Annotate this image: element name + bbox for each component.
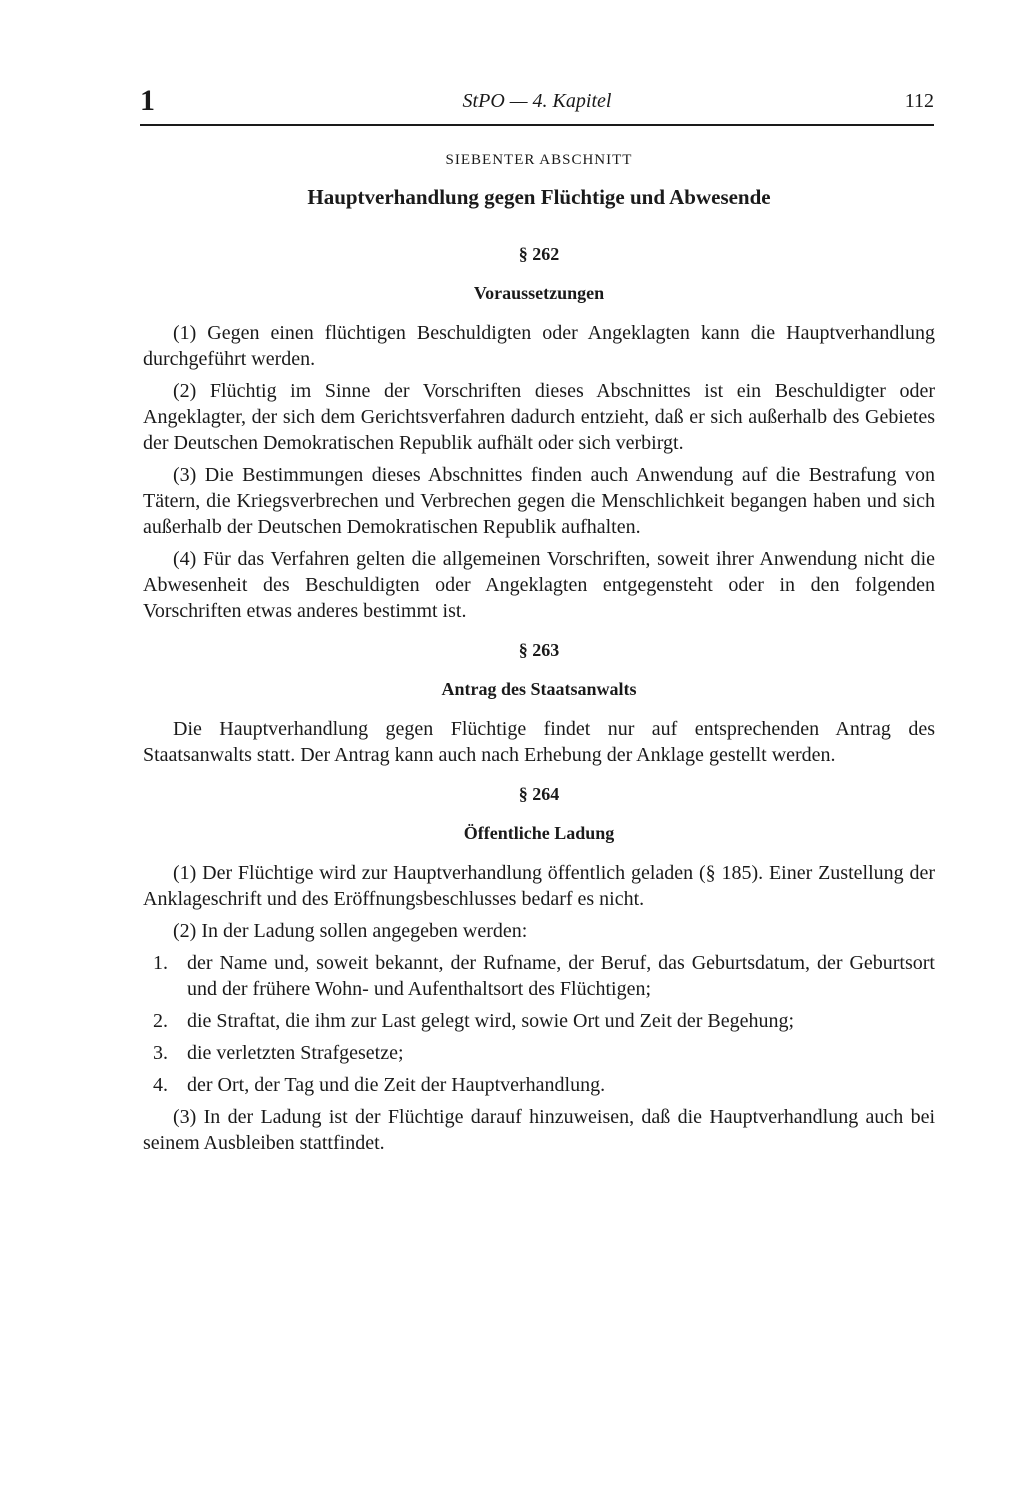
page-number: 112 — [904, 90, 934, 112]
enumerated-list — [143, 950, 935, 1098]
list-item-number: 2. — [153, 1010, 168, 1032]
list-item — [143, 1008, 935, 1034]
section-number: 1 — [140, 84, 155, 117]
list-item-number: 3. — [153, 1042, 168, 1064]
list-item-text: die verletzten Strafgesetze; — [187, 1042, 404, 1064]
subsection-text: (1) Der Flüchtige wird zur Hauptverhandlung öffentlich geladen (§ 185). Einer Zustellung der Anklageschrift und des Eröffnungsbeschlusses bedarf es nicht. — [143, 862, 935, 910]
list-item — [143, 1072, 935, 1098]
paragraph-number: § 262 — [518, 244, 560, 264]
list-item — [143, 1040, 935, 1066]
list-item — [143, 950, 935, 1002]
header-rule — [140, 124, 934, 126]
subsection-text: (2) In der Ladung sollen angegeben werden: — [173, 920, 528, 942]
list-item-number: 4. — [153, 1074, 168, 1096]
page-body — [143, 152, 935, 1162]
subsection-text: (2) Flüchtig im Sinne der Vorschriften dieses Abschnittes ist ein Beschuldigter oder Angeklagter, der sich dem Gerichtsverfahren dadurch entzieht, daß er sich außerhalb des Gebietes der Deutschen Demokratischen Republik aufhält oder sich verbirgt. — [143, 380, 935, 454]
paragraph-title: Öffentliche Ladung — [463, 823, 615, 843]
page-header — [140, 86, 934, 116]
subsection-text: (1) Gegen einen flüchtigen Beschuldigten oder Angeklagten kann die Hauptverhandlung durchgeführt werden. — [143, 322, 935, 370]
list-item-text: die Straftat, die ihm zur Last gelegt wird, sowie Ort und Zeit der Begehung; — [187, 1010, 795, 1032]
subsection-text: (3) Die Bestimmungen dieses Abschnittes finden auch Anwendung auf die Bestrafung von Tätern, die Kriegsverbrechen und Verbrechen gegen die Menschlichkeit begangen haben und sich außerhalb der Deutschen Demokratischen Republik aufhalten. — [143, 464, 935, 538]
list-item-text: der Name und, soweit bekannt, der Rufname, der Beruf, das Geburtsdatum, der Geburtsort und der frühere Wohn- und Aufenthaltsort des Flüchtigen; — [187, 952, 935, 1000]
subsection-text: (3) In der Ladung ist der Flüchtige darauf hinzuweisen, daß die Hauptverhandlung auch bei seinem Ausbleiben stattfindet. — [143, 1106, 935, 1154]
running-title: StPO — 4. Kapitel — [462, 90, 612, 112]
paragraph-title: Voraussetzungen — [473, 283, 605, 303]
paragraph-title: Antrag des Staatsanwalts — [441, 679, 637, 699]
paragraph-number: § 264 — [518, 784, 560, 804]
paragraph-text: Die Hauptverhandlung gegen Flüchtige findet nur auf entsprechenden Antrag des Staatsanwalts statt. Der Antrag kann auch nach Erhebung der Anklage gestellt werden. — [143, 718, 935, 766]
paragraph-number: § 263 — [518, 640, 560, 660]
list-item-text: der Ort, der Tag und die Zeit der Hauptverhandlung. — [187, 1074, 606, 1096]
subsection-text: (4) Für das Verfahren gelten die allgemeinen Vorschriften, soweit ihrer Anwendung nicht die Abwesenheit des Beschuldigten oder Angeklagten entgegensteht oder in den folgenden Vorschriften etwas anderes bestimmt ist. — [143, 548, 935, 622]
list-item-number: 1. — [153, 952, 168, 974]
section-label: SIEBENTER ABSCHNITT — [445, 152, 633, 168]
section-title: Hauptverhandlung gegen Flüchtige und Abwesende — [307, 185, 771, 209]
